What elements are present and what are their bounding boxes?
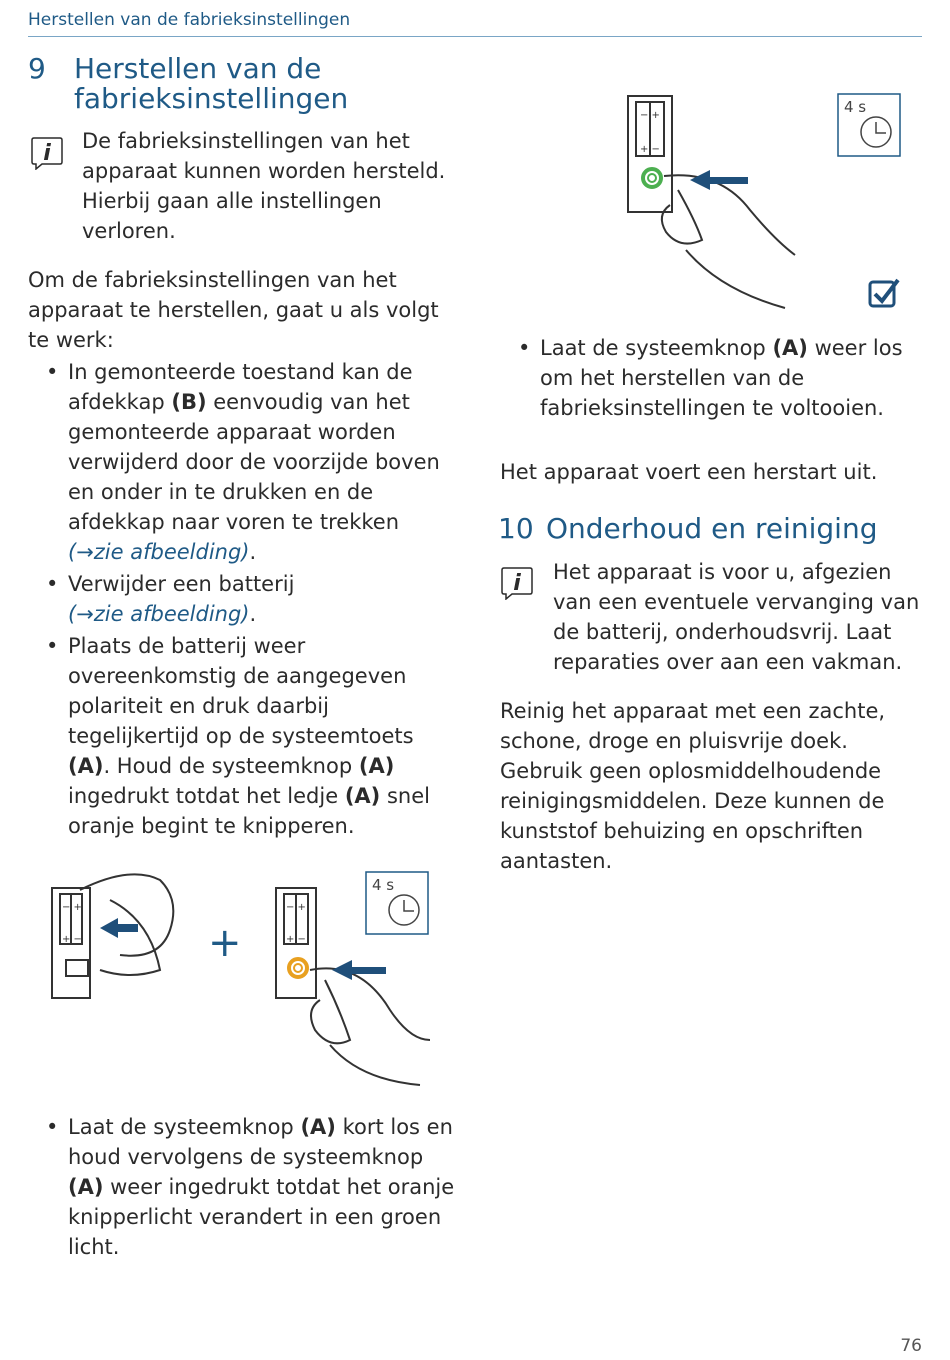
release-list xyxy=(28,1112,460,1264)
timer-label: 4 s xyxy=(372,876,395,894)
intro-paragraph: Om de fabrieksinstellingen van het apparaat te herstellen, gaat u als volgt te werk: xyxy=(28,268,439,352)
svg-text:− +: − + xyxy=(286,902,306,913)
info-icon xyxy=(500,566,534,600)
section-number: 9 xyxy=(28,52,46,85)
svg-text:− +: − + xyxy=(640,110,660,121)
steps-list xyxy=(28,357,460,843)
page-number: 76 xyxy=(900,1336,922,1356)
running-header: Herstellen van de fabrieksinstellingen xyxy=(28,10,922,37)
info-icon xyxy=(30,136,64,170)
info-note-maintenance: Het apparaat is voor u, afgezien van een eventuele vervanging van de batterij, onderhoudsvrij. Laat reparaties over aan een vakman. xyxy=(553,560,920,674)
list-item: • Plaats de batterij weer overeenkomstig de aangegeven polariteit en druk daarbij tegelijkertijd op de systeemtoets (A). Houd de systeemknop (A) ingedrukt totdat het ledje (A) snel oranje begint te knipperen. xyxy=(28,631,460,841)
section-number: 10 xyxy=(498,512,534,545)
list-item: • Laat de systeemknop (A) weer los om het herstellen van de fabrieksinstellingen te voltooien. xyxy=(500,333,930,423)
list-item: • Laat de systeemknop (A) kort los en houd vervolgens de systeemknop (A) weer ingedrukt totdat het oranje knipperlicht verandert in een groen licht. xyxy=(28,1112,460,1262)
svg-text:+ −: + − xyxy=(62,934,82,945)
section-title: Onderhoud en reiniging xyxy=(546,512,878,545)
restart-text: Het apparaat voert een herstart uit. xyxy=(500,460,878,484)
cleaning-paragraph: Reinig het apparaat met een zachte, schone, droge en pluisvrije doek. Gebruik geen oplosmiddelhoudende reinigingsmiddelen. Deze kunnen de kunststof behuizing en opschriften aantasten. xyxy=(500,699,886,873)
figure-reference[interactable]: (→zie afbeelding) xyxy=(68,540,250,564)
section-10-title xyxy=(498,514,928,548)
complete-list xyxy=(500,333,930,425)
svg-text:+ −: + − xyxy=(286,934,306,945)
plus-sign: + xyxy=(208,920,242,966)
svg-text:i: i xyxy=(513,571,521,596)
info-note-factory-reset: De fabrieksinstellingen van het apparaat kunnen worden hersteld. Hierbij gaan alle instellingen verloren. xyxy=(82,129,446,243)
svg-text:− +: − + xyxy=(62,902,82,913)
battery-insert-illustration xyxy=(40,860,440,1090)
figure-reference[interactable]: (→zie afbeelding) xyxy=(68,602,250,626)
section-title-line2: fabrieksinstellingen xyxy=(74,82,349,115)
list-item: • In gemonteerde toestand kan de afdekkap (B) eenvoudig van het gemonteerde apparaat worden verwijderd door de voorzijde boven en onder in te drukken en de afdekkap naar voren te trekken (→zie afbeelding). xyxy=(28,357,460,567)
section-9-title xyxy=(28,54,468,118)
svg-text:+ −: + − xyxy=(640,144,660,155)
svg-text:i: i xyxy=(43,141,51,166)
timer-label: 4 s xyxy=(844,98,867,116)
section-title-line1: Herstellen van de xyxy=(74,52,322,85)
release-button-illustration xyxy=(600,80,920,320)
list-item: • Verwijder een batterij (→zie afbeelding). xyxy=(28,569,460,629)
